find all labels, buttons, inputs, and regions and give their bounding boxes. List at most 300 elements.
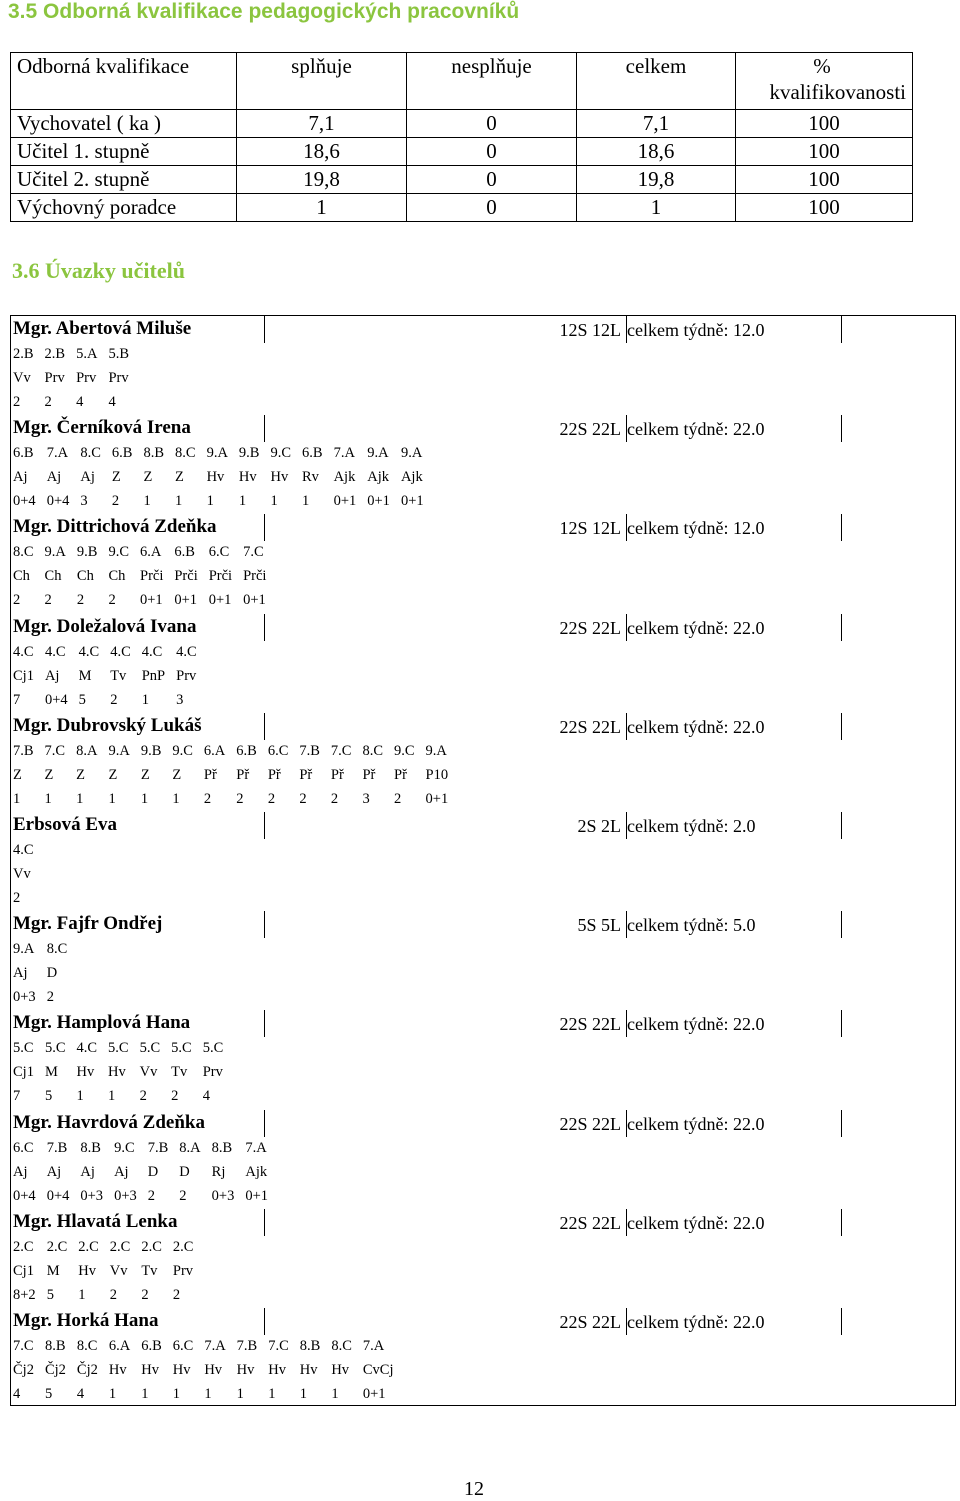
teacher-classe-cell: 5.C <box>171 1040 192 1057</box>
teacher-count-cell: 2 <box>109 1286 118 1303</box>
teacher-subject-cell: Př <box>362 766 376 783</box>
teacher-count-cell: 5 <box>44 1088 53 1105</box>
teacher-subject-cell: Hv <box>76 1064 95 1081</box>
teacher-subject-cell: M <box>44 1064 58 1081</box>
teacher-count-cell: 0+1 <box>243 592 266 609</box>
teacher-classes-line <box>11 839 955 863</box>
teacher-subject-cell: Aj <box>46 1163 62 1180</box>
teacher-classe-cell: 8.B <box>143 445 165 462</box>
teacher-subject-cell: Př <box>267 766 281 783</box>
teacher-classe-cell: 6.C <box>172 1337 194 1354</box>
teacher-classe-cell: 2.B <box>13 346 34 362</box>
teacher-classe-cell: 5.C <box>108 1040 129 1057</box>
teacher-name: Mgr. Abertová Miluše <box>13 318 192 339</box>
teacher-hours: 22S 22L <box>559 419 621 440</box>
cell-divider <box>264 812 265 839</box>
teacher-header-row <box>11 713 955 740</box>
teacher-classe-cell: 2.C <box>109 1238 131 1255</box>
teacher-weekly-total <box>627 1014 764 1035</box>
teacher-counts-line <box>11 986 955 1010</box>
teacher-count-cell: 3 <box>362 790 370 807</box>
teacher-subjects-line <box>11 1359 955 1383</box>
teacher-subject-cell: Vv <box>109 1262 128 1279</box>
teacher-count-cell: 1 <box>141 1385 149 1402</box>
teacher-classe-cell: 2.C <box>78 1238 99 1255</box>
teacher-subject-cell: Prv <box>202 1064 223 1081</box>
teacher-subjects-line <box>11 565 955 589</box>
teacher-classe-cell: 4.C <box>13 643 34 660</box>
row-not-meets: 0 <box>407 166 577 194</box>
teacher-subjects-line <box>11 1260 955 1284</box>
teacher-count-cell: 0+4 <box>44 691 68 708</box>
teacher-subject-cell: Ch <box>44 568 62 585</box>
teacher-classe-cell: 2.C <box>13 1238 34 1255</box>
teacher-count-cell: 1 <box>76 790 84 807</box>
teacher-count-cell: 5 <box>46 1286 54 1303</box>
teacher-classe-cell: 8.A <box>76 742 98 759</box>
teacher-subject-cell: Př <box>330 766 344 783</box>
row-total: 19,8 <box>577 166 736 194</box>
table-row <box>11 110 913 138</box>
teacher-classe-cell: 6.B <box>302 445 323 462</box>
teacher-classe-cell: 4.C <box>44 643 66 660</box>
teacher-classes-line <box>11 1335 955 1359</box>
teacher-weekly-total <box>627 320 764 341</box>
weekly-total-value: 22.0 <box>732 617 765 638</box>
teacher-subject-cell: Hv <box>268 1361 286 1378</box>
teacher-name: Mgr. Dittrichová Zdeňka <box>13 516 217 538</box>
teacher-count-cell: 0+1 <box>140 592 163 609</box>
teacher-count-cell: 2 <box>179 1187 187 1204</box>
teacher-count-cell: 1 <box>108 1088 116 1105</box>
teacher-counts-line <box>11 689 955 713</box>
teacher-subject-cell: Aj <box>13 1163 28 1180</box>
teacher-classes-line <box>11 938 955 962</box>
teacher-subject-cell: Prv <box>176 667 197 684</box>
weekly-total-label: celkem týdně: <box>627 915 729 936</box>
teacher-classe-cell: 4.C <box>78 643 100 660</box>
teacher-classe-cell: 8.B <box>211 1139 233 1156</box>
teacher-classe-cell: 8.B <box>44 1337 66 1354</box>
teacher-classe-cell: 9.C <box>108 544 129 561</box>
row-label: Učitel 1. stupně <box>11 138 237 166</box>
teacher-weekly-total <box>627 816 755 837</box>
teacher-subject-cell: Př <box>203 766 217 783</box>
teacher-subject-cell: Aj <box>80 1163 95 1180</box>
teacher-classe-cell: 9.A <box>206 445 228 462</box>
row-total: 7,1 <box>577 110 736 138</box>
teacher-block <box>11 614 955 713</box>
teacher-subject-cell: Prv <box>172 1262 194 1279</box>
teacher-classe-cell: 9.A <box>367 445 389 462</box>
teacher-classe-cell: 8.C <box>362 742 383 759</box>
teacher-count-cell: 2 <box>147 1187 155 1204</box>
cell-divider <box>264 316 265 343</box>
teacher-classe-cell: 4.C <box>13 841 34 858</box>
teacher-count-cell: 2 <box>13 592 21 609</box>
teacher-count-cell: 4 <box>76 394 84 410</box>
teacher-subject-cell: Z <box>76 766 85 783</box>
weekly-total-label: celkem týdně: <box>627 815 729 836</box>
teacher-count-cell: 1 <box>140 790 149 807</box>
teacher-count-cell: 4 <box>76 1385 85 1402</box>
teacher-count-cell: 1 <box>175 493 183 510</box>
teacher-classe-cell: 6.C <box>267 742 289 759</box>
teacher-subjects-line <box>11 466 955 490</box>
weekly-total-label: celkem týdně: <box>627 1311 729 1332</box>
teacher-hours: 22S 22L <box>559 1113 621 1134</box>
cell-divider <box>264 1209 265 1236</box>
teacher-subject-cell: Čj2 <box>76 1361 98 1378</box>
teacher-count-cell: 4 <box>202 1088 210 1105</box>
teacher-classe-cell: 7.C <box>268 1337 289 1354</box>
teacher-weekly-total <box>627 618 764 639</box>
teacher-classes-line <box>11 1236 955 1260</box>
teacher-classe-cell: 4.C <box>76 1040 98 1057</box>
teacher-subject-cell: Z <box>172 766 182 783</box>
teacher-classes-line <box>11 740 955 764</box>
cell-divider <box>841 514 842 541</box>
teacher-classe-cell: 4.C <box>176 643 197 660</box>
teacher-classe-cell: 8.C <box>175 445 196 462</box>
teacher-count-cell: 2 <box>44 592 52 609</box>
teacher-subject-cell: Prv <box>108 370 129 386</box>
teacher-subject-cell: Ajk <box>333 469 356 486</box>
teacher-classe-cell: 5.C <box>44 1040 66 1057</box>
teacher-hours: 22S 22L <box>559 1311 621 1332</box>
weekly-total-label: celkem týdně: <box>627 320 729 340</box>
teacher-subject-cell: Hv <box>299 1361 318 1378</box>
teacher-counts-line <box>11 788 955 812</box>
teacher-count-cell: 2 <box>141 1286 149 1303</box>
teacher-count-cell: 0+3 <box>80 1187 104 1204</box>
teacher-classe-cell: 4.C <box>110 643 131 660</box>
teacher-classe-cell: 9.A <box>425 742 447 759</box>
teacher-count-cell: 1 <box>172 790 180 807</box>
teacher-subject-cell: Prči <box>243 568 267 585</box>
teacher-subject-cell: Ajk <box>400 469 423 486</box>
row-label: Vychovatel ( ka ) <box>11 110 237 138</box>
teacher-weekly-total <box>627 1213 764 1234</box>
weekly-total-value: 22.0 <box>732 1014 765 1035</box>
teacher-block <box>11 1110 955 1209</box>
teacher-subject-cell: Ajk <box>245 1163 268 1180</box>
teacher-count-cell: 1 <box>172 1385 181 1402</box>
teacher-name: Mgr. Horká Hana <box>13 1309 159 1331</box>
weekly-total-value: 22.0 <box>732 1113 765 1134</box>
weekly-total-value: 22.0 <box>732 1311 765 1332</box>
teacher-header-row <box>11 812 955 839</box>
teacher-classe-cell: 7.C <box>13 1337 34 1354</box>
teacher-classe-cell: 7.A <box>46 445 69 462</box>
teacher-count-cell: 0+4 <box>46 1187 70 1204</box>
cell-divider <box>841 1308 842 1335</box>
teacher-subject-cell: Tv <box>171 1064 188 1081</box>
teacher-count-cell: 3 <box>176 691 184 708</box>
weekly-total-label: celkem týdně: <box>627 518 729 539</box>
teacher-header-row <box>11 514 955 541</box>
weekly-total-label: celkem týdně: <box>627 1113 729 1134</box>
cell-divider <box>264 1110 265 1137</box>
teacher-count-cell: 2 <box>267 790 276 807</box>
teacher-count-cell: 0+3 <box>13 989 36 1006</box>
teacher-subject-cell: Vv <box>13 370 31 386</box>
teacher-classe-cell: 5.A <box>76 346 98 362</box>
teacher-block <box>11 415 955 514</box>
cell-divider <box>841 1010 842 1037</box>
teacher-subject-cell: Hv <box>78 1262 96 1279</box>
teacher-subject-cell: Hv <box>141 1361 159 1378</box>
teacher-count-cell: 1 <box>302 493 310 510</box>
teacher-classe-cell: 4.C <box>141 643 163 660</box>
teacher-classes-line <box>11 1137 955 1161</box>
row-meets: 1 <box>237 194 407 222</box>
teacher-subject-cell: M <box>46 1262 60 1279</box>
section-title: 3.5 Odborná kvalifikace pedagogických pracovníků <box>8 0 520 23</box>
teacher-block <box>11 514 955 613</box>
qualification-header-row <box>11 53 913 110</box>
teacher-header-row <box>11 614 955 641</box>
teacher-subject-cell: Z <box>13 766 22 783</box>
teacher-subject-cell: Ch <box>13 568 30 585</box>
teacher-block <box>11 316 955 415</box>
teacher-weekly-total <box>627 518 764 539</box>
teacher-count-cell: 2 <box>330 790 339 807</box>
row-not-meets: 0 <box>407 194 577 222</box>
header-percent-sign: % <box>813 54 831 78</box>
table-row <box>11 138 913 166</box>
row-total: 18,6 <box>577 138 736 166</box>
teacher-classe-cell: 7.C <box>44 742 66 759</box>
teacher-block <box>11 812 955 911</box>
teacher-classe-cell: 6.B <box>141 1337 162 1354</box>
teacher-classe-cell: 9.C <box>114 1139 135 1156</box>
teacher-subject-cell: Ch <box>108 568 126 585</box>
teacher-hours: 5S 5L <box>577 915 621 936</box>
teacher-weekly-total <box>627 717 764 738</box>
teacher-count-cell: 2 <box>394 790 402 807</box>
teacher-count-cell: 0+4 <box>13 493 36 510</box>
teacher-classe-cell: 6.A <box>108 1337 131 1354</box>
teacher-count-cell: 7 <box>13 691 21 708</box>
teacher-classe-cell: 8.C <box>46 941 68 958</box>
teacher-count-cell: 0+4 <box>13 1187 36 1204</box>
weekly-total-value: 2.0 <box>732 815 756 836</box>
teacher-classe-cell: 8.B <box>80 1139 101 1156</box>
teacher-subject-cell: Hv <box>238 469 257 486</box>
teacher-classe-cell: 9.B <box>140 742 162 759</box>
teacher-block <box>11 1010 955 1109</box>
teacher-subject-cell: D <box>147 1163 159 1180</box>
teacher-subject-cell: Hv <box>206 469 225 486</box>
teacher-classe-cell: 7.C <box>243 544 264 561</box>
teacher-count-cell: 2 <box>203 790 212 807</box>
teacher-classe-cell: 2.B <box>44 346 66 362</box>
teacher-count-cell: 4 <box>13 1385 21 1402</box>
teacher-count-cell: 2 <box>139 1088 147 1105</box>
cell-divider <box>264 713 265 740</box>
table-row <box>11 166 913 194</box>
row-percent: 100 <box>736 110 913 138</box>
teacher-count-cell: 2 <box>108 592 116 609</box>
teacher-header-row <box>11 415 955 442</box>
teacher-subject-cell: Čj2 <box>13 1361 34 1378</box>
teacher-subject-cell: Rv <box>302 469 319 486</box>
teacher-subject-cell: Rj <box>211 1163 226 1180</box>
teacher-name: Mgr. Doležalová Ivana <box>13 615 197 637</box>
teacher-classe-cell: 2.C <box>172 1238 194 1255</box>
teacher-classe-cell: 8.C <box>331 1337 352 1354</box>
header-meets: splňuje <box>237 53 407 110</box>
teacher-classe-cell: 2.C <box>141 1238 162 1255</box>
teacher-classe-cell: 6.B <box>236 742 257 759</box>
teacher-counts-line <box>11 1085 955 1109</box>
cell-divider <box>264 1308 265 1335</box>
row-percent: 100 <box>736 166 913 194</box>
teacher-count-cell: 1 <box>236 1385 244 1402</box>
teacher-subjects-line <box>11 367 955 391</box>
teacher-subject-cell: Aj <box>13 469 28 486</box>
teacher-count-cell: 1 <box>299 1385 308 1402</box>
cell-divider <box>841 415 842 442</box>
teacher-subject-cell: Vv <box>139 1064 158 1081</box>
teacher-count-cell: 0+1 <box>245 1187 269 1204</box>
teacher-counts-line <box>11 589 955 613</box>
teacher-classe-cell: 5.B <box>108 346 129 362</box>
teacher-count-cell: 2 <box>299 790 307 807</box>
teacher-block <box>11 911 955 1010</box>
teacher-subject-cell: Cj1 <box>13 667 34 684</box>
teacher-hours: 12S 12L <box>559 518 621 539</box>
teacher-subject-cell: Hv <box>108 1064 126 1081</box>
weekly-total-label: celkem týdně: <box>627 617 729 638</box>
teacher-name: Mgr. Dubrovský Lukáš <box>13 714 202 736</box>
teacher-count-cell: 1 <box>270 493 278 510</box>
teacher-classe-cell: 6.C <box>208 544 230 561</box>
cell-divider <box>841 911 842 938</box>
teacher-subjects-line <box>11 863 955 887</box>
teacher-count-cell: 1 <box>108 790 116 807</box>
teacher-name: Mgr. Havrdová Zdeňka <box>13 1111 205 1133</box>
teacher-count-cell: 7 <box>13 1088 21 1105</box>
teacher-classe-cell: 9.A <box>13 941 35 958</box>
teacher-subject-cell: CvCj <box>362 1361 394 1378</box>
cell-divider <box>841 1110 842 1137</box>
teacher-subjects-line <box>11 764 955 788</box>
weekly-total-value: 5.0 <box>732 915 756 936</box>
teacher-classe-cell: 8.C <box>80 445 101 462</box>
teacher-subject-cell: D <box>179 1163 190 1180</box>
teacher-counts-line <box>11 490 955 514</box>
teacher-count-cell: 0+1 <box>362 1385 386 1402</box>
header-percent <box>736 53 913 110</box>
teacher-classe-cell: 7.B <box>236 1337 258 1354</box>
teacher-classes-line <box>11 343 955 367</box>
teacher-classes-line <box>11 1037 955 1061</box>
teacher-count-cell: 2 <box>44 394 52 410</box>
teacher-subject-cell: Prči <box>140 568 164 585</box>
teacher-subject-cell: Př <box>236 766 250 783</box>
teacher-subject-cell: Tv <box>141 1262 158 1279</box>
teacher-name: Mgr. Hamplová Hana <box>13 1012 191 1034</box>
teacher-classes-line <box>11 541 955 565</box>
teacher-subject-cell: Cj1 <box>13 1262 34 1279</box>
teacher-count-cell: 1 <box>141 691 149 708</box>
row-label: Výchovný poradce <box>11 194 237 222</box>
weekly-total-label: celkem týdně: <box>627 419 729 440</box>
teacher-count-cell: 2 <box>13 394 21 410</box>
teacher-subject-cell: Hv <box>236 1361 255 1378</box>
teacher-classes-line <box>11 641 955 665</box>
teacher-subject-cell: PnP <box>141 667 166 684</box>
teacher-classe-cell: 5.C <box>202 1040 224 1057</box>
qualification-table <box>10 52 913 222</box>
teacher-counts-line <box>11 1284 955 1308</box>
weekly-total-value: 12.0 <box>732 518 765 539</box>
teacher-classe-cell: 9.A <box>44 544 66 561</box>
teacher-classe-cell: 9.A <box>108 742 130 759</box>
teacher-header-row <box>11 1209 955 1236</box>
weekly-total-value: 22.0 <box>732 1212 765 1233</box>
cell-divider <box>841 614 842 641</box>
header-percent-label: kvalifikovanosti <box>769 80 906 104</box>
row-meets: 19,8 <box>237 166 407 194</box>
teacher-classes-line <box>11 442 955 466</box>
teacher-block <box>11 713 955 812</box>
weekly-total-value: 22.0 <box>732 419 765 440</box>
teacher-header-row <box>11 1010 955 1037</box>
teacher-count-cell: 1 <box>238 493 247 510</box>
teacher-loads <box>10 315 956 1406</box>
teacher-subject-cell: Př <box>299 766 313 783</box>
row-percent: 100 <box>736 138 913 166</box>
header-not-meets: nesplňuje <box>407 53 577 110</box>
teacher-classe-cell: 7.A <box>204 1337 226 1354</box>
teacher-count-cell: 8+2 <box>13 1286 36 1303</box>
teacher-count-cell: 5 <box>78 691 86 708</box>
teacher-classe-cell: 7.C <box>330 742 352 759</box>
teacher-name: Mgr. Fajfr Ondřej <box>13 913 163 935</box>
teacher-subject-cell: Hv <box>204 1361 223 1378</box>
teacher-count-cell: 0+1 <box>174 592 198 609</box>
teacher-subject-cell: Aj <box>80 469 95 486</box>
teacher-name: Erbsová Eva <box>13 813 117 835</box>
teacher-count-cell: 0+3 <box>211 1187 235 1204</box>
teacher-classe-cell: 9.B <box>238 445 260 462</box>
teacher-subject-cell: Z <box>108 766 118 783</box>
teacher-weekly-total <box>627 1114 764 1135</box>
teacher-classe-cell: 9.C <box>172 742 193 759</box>
teacher-count-cell: 0+1 <box>425 790 449 807</box>
teacher-classe-cell: 8.C <box>76 1337 98 1354</box>
teacher-classe-cell: 6.C <box>13 1139 34 1156</box>
teacher-count-cell: 2 <box>236 790 244 807</box>
teacher-count-cell: 5 <box>44 1385 53 1402</box>
teacher-subject-cell: Hv <box>331 1361 350 1378</box>
teacher-subject-cell: Aj <box>13 965 28 982</box>
weekly-total-label: celkem týdně: <box>627 1212 729 1233</box>
teacher-classe-cell: 6.A <box>203 742 226 759</box>
teacher-classe-cell: 9.C <box>270 445 292 462</box>
weekly-total-label: celkem týdně: <box>627 716 729 737</box>
row-percent: 100 <box>736 194 913 222</box>
teacher-hours: 22S 22L <box>559 617 621 638</box>
teacher-subject-cell: P10 <box>425 766 449 783</box>
teacher-classe-cell: 7.A <box>245 1139 267 1156</box>
table-row <box>11 194 913 222</box>
teacher-subjects-line <box>11 962 955 986</box>
teacher-subject-cell: Aj <box>44 667 60 684</box>
